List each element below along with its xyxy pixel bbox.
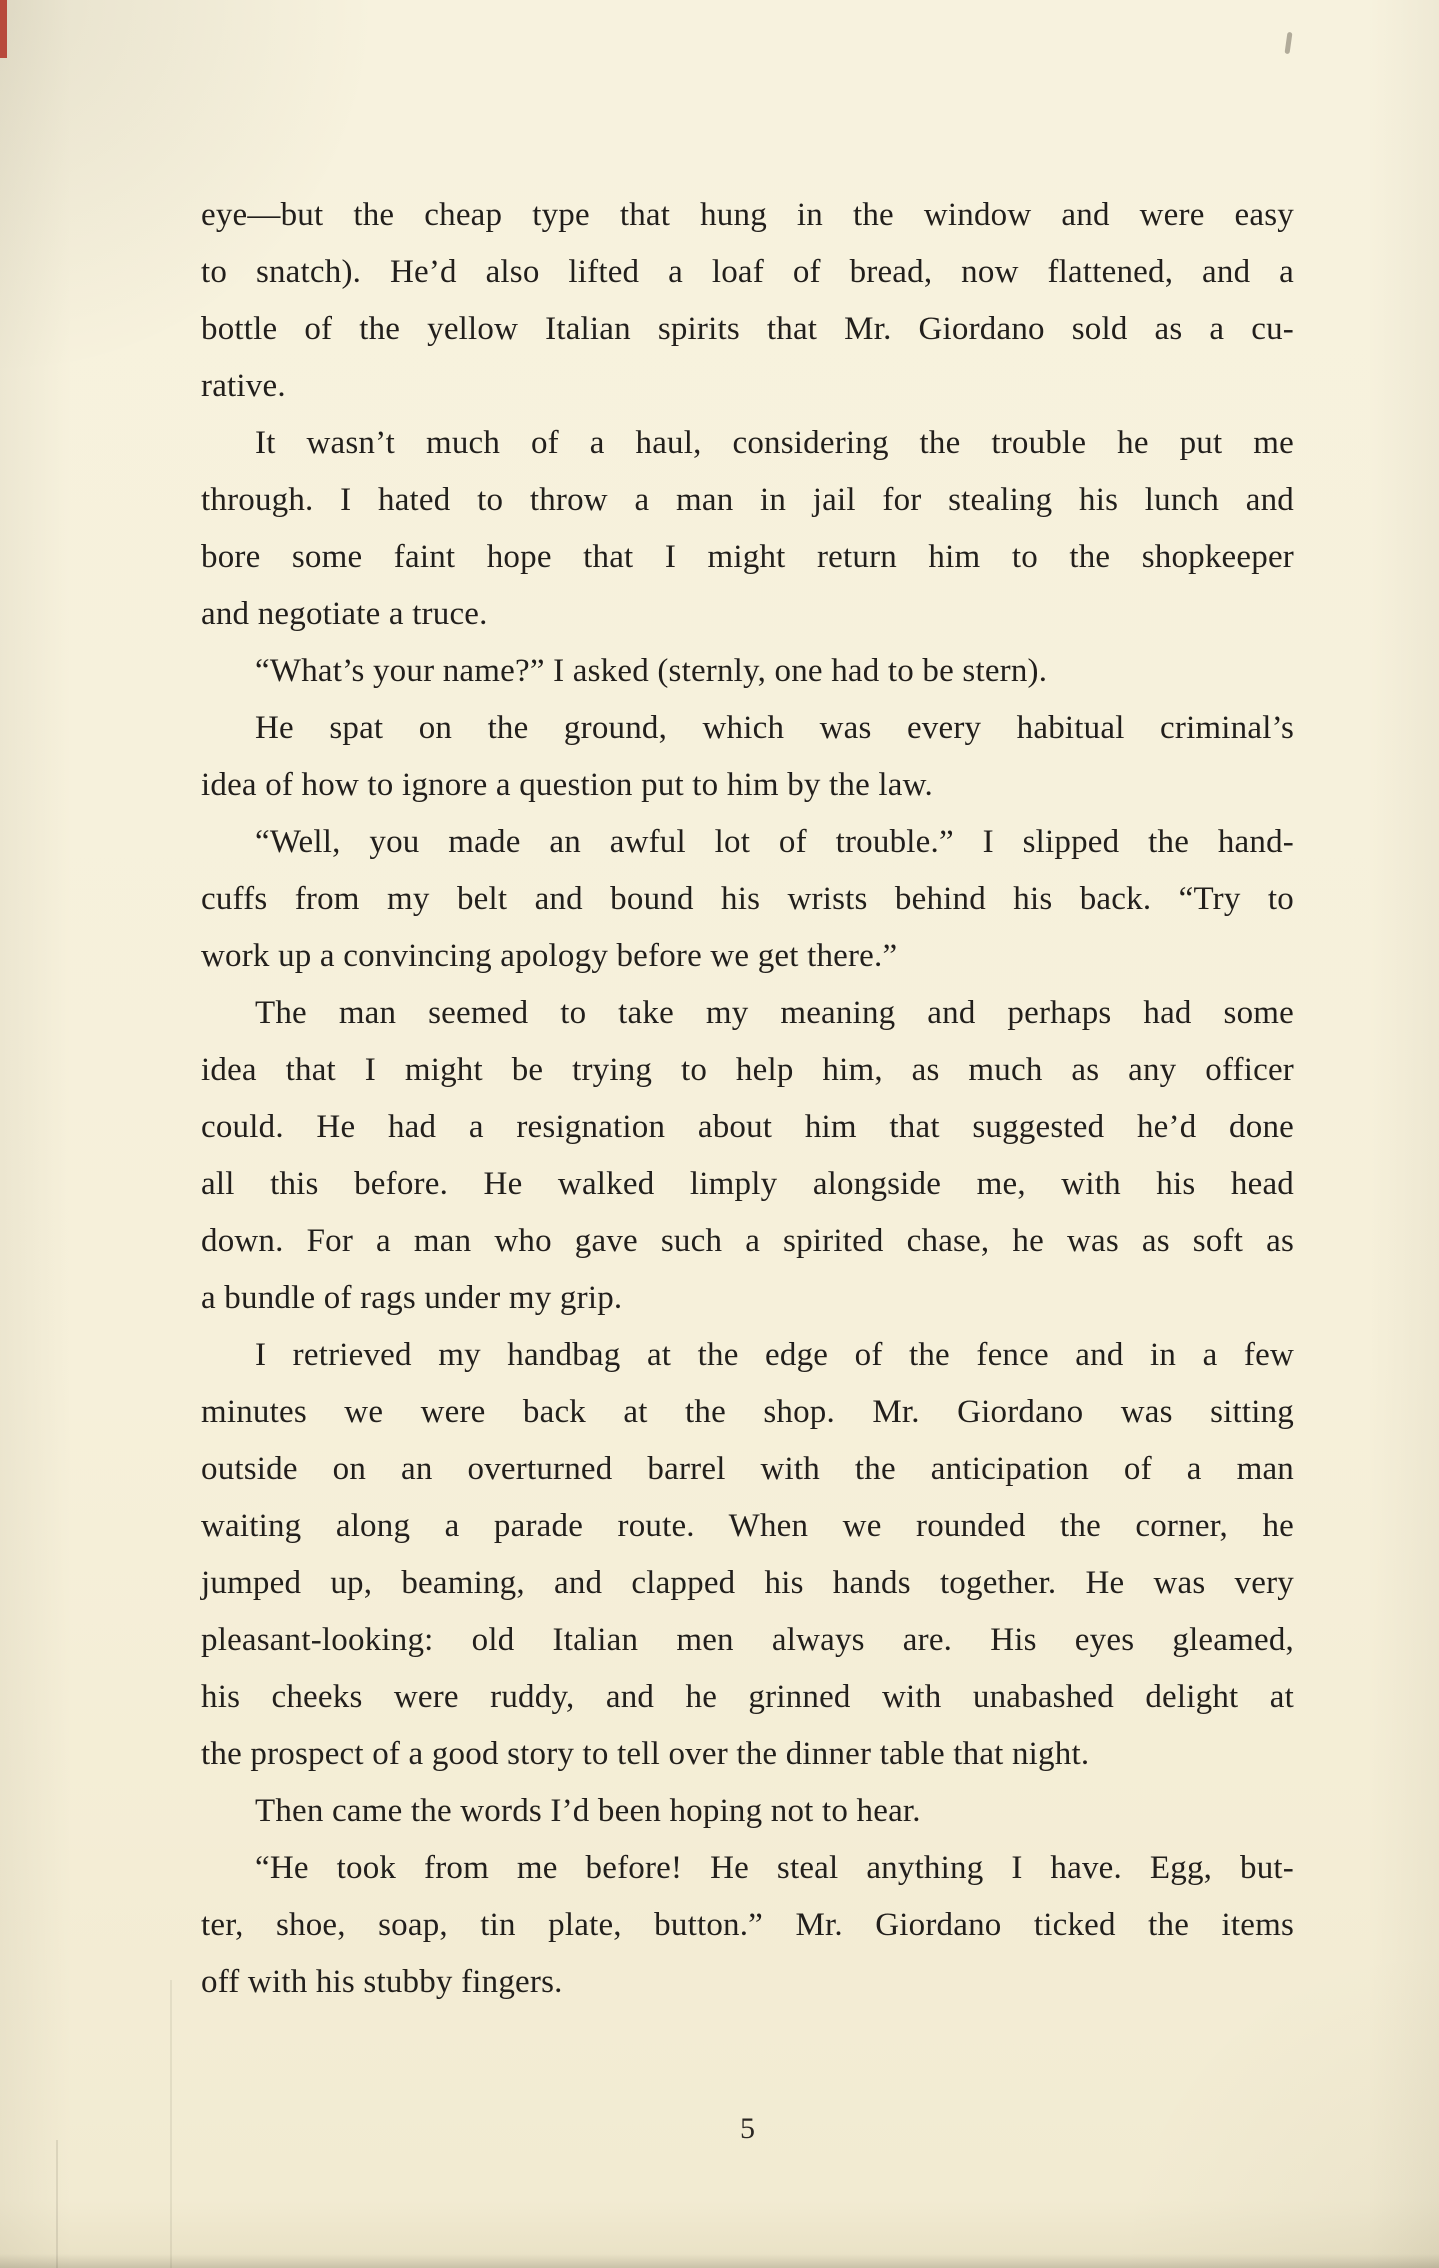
text-line: outside on an overturned barrel with the anticipation of a man	[201, 1451, 1294, 1487]
page-number: 5	[740, 2112, 755, 2145]
paragraph	[201, 643, 1294, 700]
text-line: idea of how to ignore a question put to him by the law.	[201, 767, 933, 803]
paragraph	[201, 187, 1294, 415]
scan-artifact-line	[56, 2140, 58, 2268]
text-line: cuffs from my belt and bound his wrists behind his back. “Try to	[201, 881, 1294, 917]
text-line: work up a convincing apology before we get there.”	[201, 938, 898, 974]
text-line: waiting along a parade route. When we rounded the corner, he	[201, 1508, 1294, 1544]
text-line: He spat on the ground, which was every habitual criminal’s	[255, 710, 1294, 746]
text-line: The man seemed to take my meaning and perhaps had some	[255, 995, 1294, 1031]
text-line: could. He had a resignation about him that suggested he’d done	[201, 1109, 1294, 1145]
text-line: ter, shoe, soap, tin plate, button.” Mr. Giordano ticked the items	[201, 1907, 1294, 1943]
text-line: all this before. He walked limply alongside me, with his head	[201, 1166, 1294, 1202]
page-edge-shadow	[0, 2254, 1439, 2268]
text-line: “What’s your name?” I asked (sternly, one had to be stern).	[255, 653, 1048, 689]
paragraph	[201, 415, 1294, 643]
paragraph	[201, 1840, 1294, 2011]
text-line: Then came the words I’d been hoping not to hear.	[255, 1793, 921, 1829]
text-line: It wasn’t much of a haul, considering the trouble he put me	[255, 425, 1294, 461]
text-line: rative.	[201, 368, 286, 404]
text-line: his cheeks were ruddy, and he grinned with unabashed delight at	[201, 1679, 1294, 1715]
text-line: a bundle of rags under my grip.	[201, 1280, 623, 1316]
paragraph	[201, 1327, 1294, 1783]
text-line: I retrieved my handbag at the edge of the fence and in a few	[255, 1337, 1294, 1373]
text-line: pleasant-looking: old Italian men always are. His eyes gleamed,	[201, 1622, 1294, 1658]
text-line: eye—but the cheap type that hung in the window and were easy	[201, 197, 1294, 233]
text-line: the prospect of a good story to tell over the dinner table that night.	[201, 1736, 1090, 1772]
text-line: bore some faint hope that I might return him to the shopkeeper	[201, 539, 1294, 575]
paragraph	[201, 1783, 1294, 1840]
text-line: “He took from me before! He steal anything I have. Egg, but-	[255, 1850, 1294, 1886]
text-line: through. I hated to throw a man in jail for stealing his lunch and	[201, 482, 1294, 518]
text-line: minutes we were back at the shop. Mr. Giordano was sitting	[201, 1394, 1294, 1430]
scan-artifact-speck	[1284, 32, 1292, 54]
text-line: to snatch). He’d also lifted a loaf of bread, now flattened, and a	[201, 254, 1294, 290]
text-line: down. For a man who gave such a spirited chase, he was as soft as	[201, 1223, 1294, 1259]
text-line: jumped up, beaming, and clapped his hands together. He was very	[201, 1565, 1294, 1601]
scan-artifact-red-strip	[0, 0, 7, 58]
paragraph	[201, 814, 1294, 985]
scan-artifact-crease	[170, 1980, 172, 2268]
text-line: off with his stubby fingers.	[201, 1964, 563, 2000]
text-block	[201, 187, 1294, 2011]
paragraph	[201, 985, 1294, 1327]
text-line: idea that I might be trying to help him, as much as any officer	[201, 1052, 1294, 1088]
text-line: and negotiate a truce.	[201, 596, 488, 632]
text-line: “Well, you made an awful lot of trouble.” I slipped the hand-	[255, 824, 1294, 860]
paragraph	[201, 700, 1294, 814]
text-line: bottle of the yellow Italian spirits that Mr. Giordano sold as a cu-	[201, 311, 1294, 347]
